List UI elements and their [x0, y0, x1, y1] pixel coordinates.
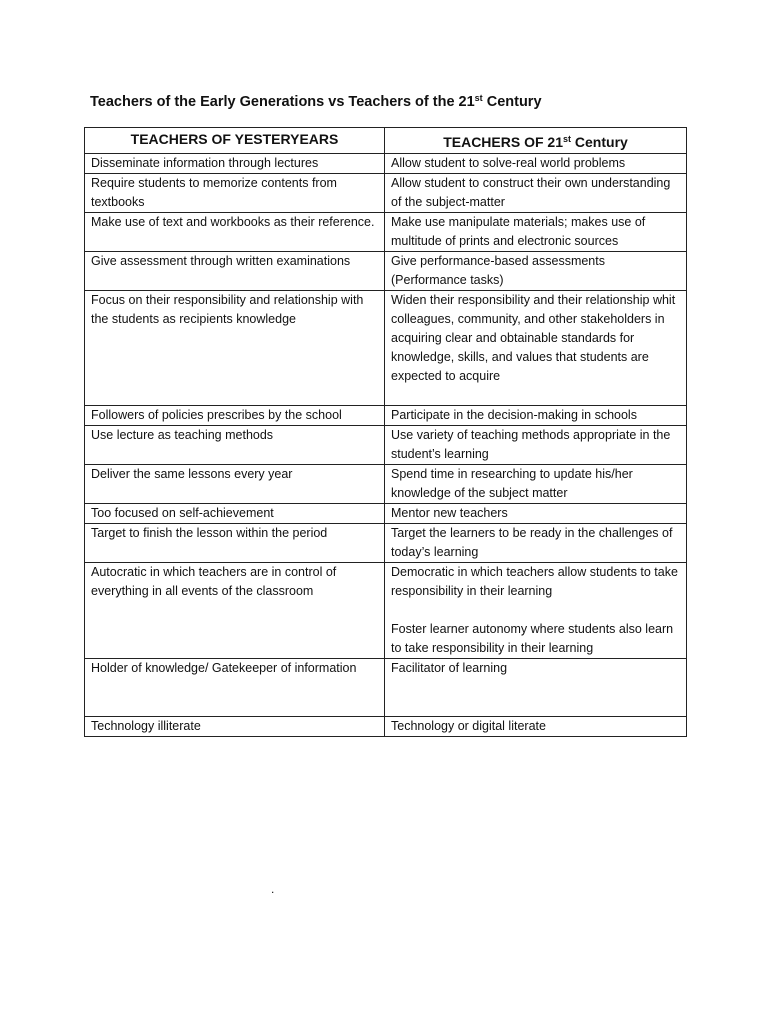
- table-row: [85, 465, 687, 504]
- cell-yesteryears: Give assessment through written examinations: [85, 252, 385, 291]
- header-right-tail: Century: [571, 134, 628, 150]
- cell-paragraph: Foster learner autonomy where students also learn to take responsibility in their learning: [391, 622, 674, 655]
- cell-21st-century: Mentor new teachers: [385, 504, 687, 524]
- table-row: [85, 213, 687, 252]
- title-tail: Century: [482, 94, 542, 110]
- cell-21st-century: Use variety of teaching methods appropriate in the student’s learning: [385, 426, 687, 465]
- cell-paragraph: Democratic in which teachers allow students to take responsibility in their learning: [391, 565, 678, 598]
- cell-21st-century: Allow student to solve-real world problems: [385, 154, 687, 174]
- cell-yesteryears: Autocratic in which teachers are in control of everything in all events of the classroom: [85, 563, 385, 659]
- cell-yesteryears: Holder of knowledge/ Gatekeeper of information: [85, 659, 385, 717]
- table-row: [85, 717, 687, 737]
- table-row: [85, 174, 687, 213]
- cell-21st-century: Participate in the decision-making in schools: [385, 406, 687, 426]
- cell-21st-century: Give performance-based assessments (Performance tasks): [385, 252, 687, 291]
- table-row: [85, 563, 687, 659]
- table-row: [85, 524, 687, 563]
- table-row: [85, 406, 687, 426]
- cell-yesteryears: Make use of text and workbooks as their reference.: [85, 213, 385, 252]
- cell-yesteryears: Require students to memorize contents from textbooks: [85, 174, 385, 213]
- page-title: [90, 93, 542, 110]
- cell-yesteryears: Use lecture as teaching methods: [85, 426, 385, 465]
- header-21st-century: [385, 128, 687, 154]
- cell-21st-century: Allow student to construct their own understanding of the subject-matter: [385, 174, 687, 213]
- cell-21st-century: Spend time in researching to update his/her knowledge of the subject matter: [385, 465, 687, 504]
- cell-21st-century: Target the learners to be ready in the challenges of today’s learning: [385, 524, 687, 563]
- header-right-main: TEACHERS OF 21: [443, 134, 563, 150]
- table-row: [85, 291, 687, 406]
- cell-yesteryears: Disseminate information through lectures: [85, 154, 385, 174]
- cell-yesteryears: Target to finish the lesson within the period: [85, 524, 385, 563]
- cell-yesteryears: Followers of policies prescribes by the school: [85, 406, 385, 426]
- cell-yesteryears: Deliver the same lessons every year: [85, 465, 385, 504]
- table-header-row: [85, 128, 687, 154]
- header-right-superscript: st: [563, 134, 572, 144]
- cell-21st-century: Facilitator of learning: [385, 659, 687, 717]
- table-row: [85, 659, 687, 717]
- footer-mark: .: [271, 882, 275, 896]
- cell-21st-century: [385, 563, 687, 659]
- cell-21st-century: Technology or digital literate: [385, 717, 687, 737]
- table-row: [85, 154, 687, 174]
- cell-yesteryears: Too focused on self-achievement: [85, 504, 385, 524]
- comparison-table: [84, 127, 687, 737]
- table-row: [85, 504, 687, 524]
- cell-21st-century: Make use manipulate materials; makes use of multitude of prints and electronic sources: [385, 213, 687, 252]
- cell-21st-century: Widen their responsibility and their relationship whit colleagues, community, and other stakeholders in acquiring clear and obtainable standards for knowledge, skills, and values that students are expected to acquire: [385, 291, 687, 406]
- cell-yesteryears: Focus on their responsibility and relationship with the students as recipients knowledge: [85, 291, 385, 406]
- header-yesteryears: TEACHERS OF YESTERYEARS: [85, 128, 385, 154]
- title-main: Teachers of the Early Generations vs Teachers of the 21: [90, 94, 475, 110]
- title-superscript: st: [474, 93, 483, 103]
- table-row: [85, 426, 687, 465]
- table-row: [85, 252, 687, 291]
- cell-yesteryears: Technology illiterate: [85, 717, 385, 737]
